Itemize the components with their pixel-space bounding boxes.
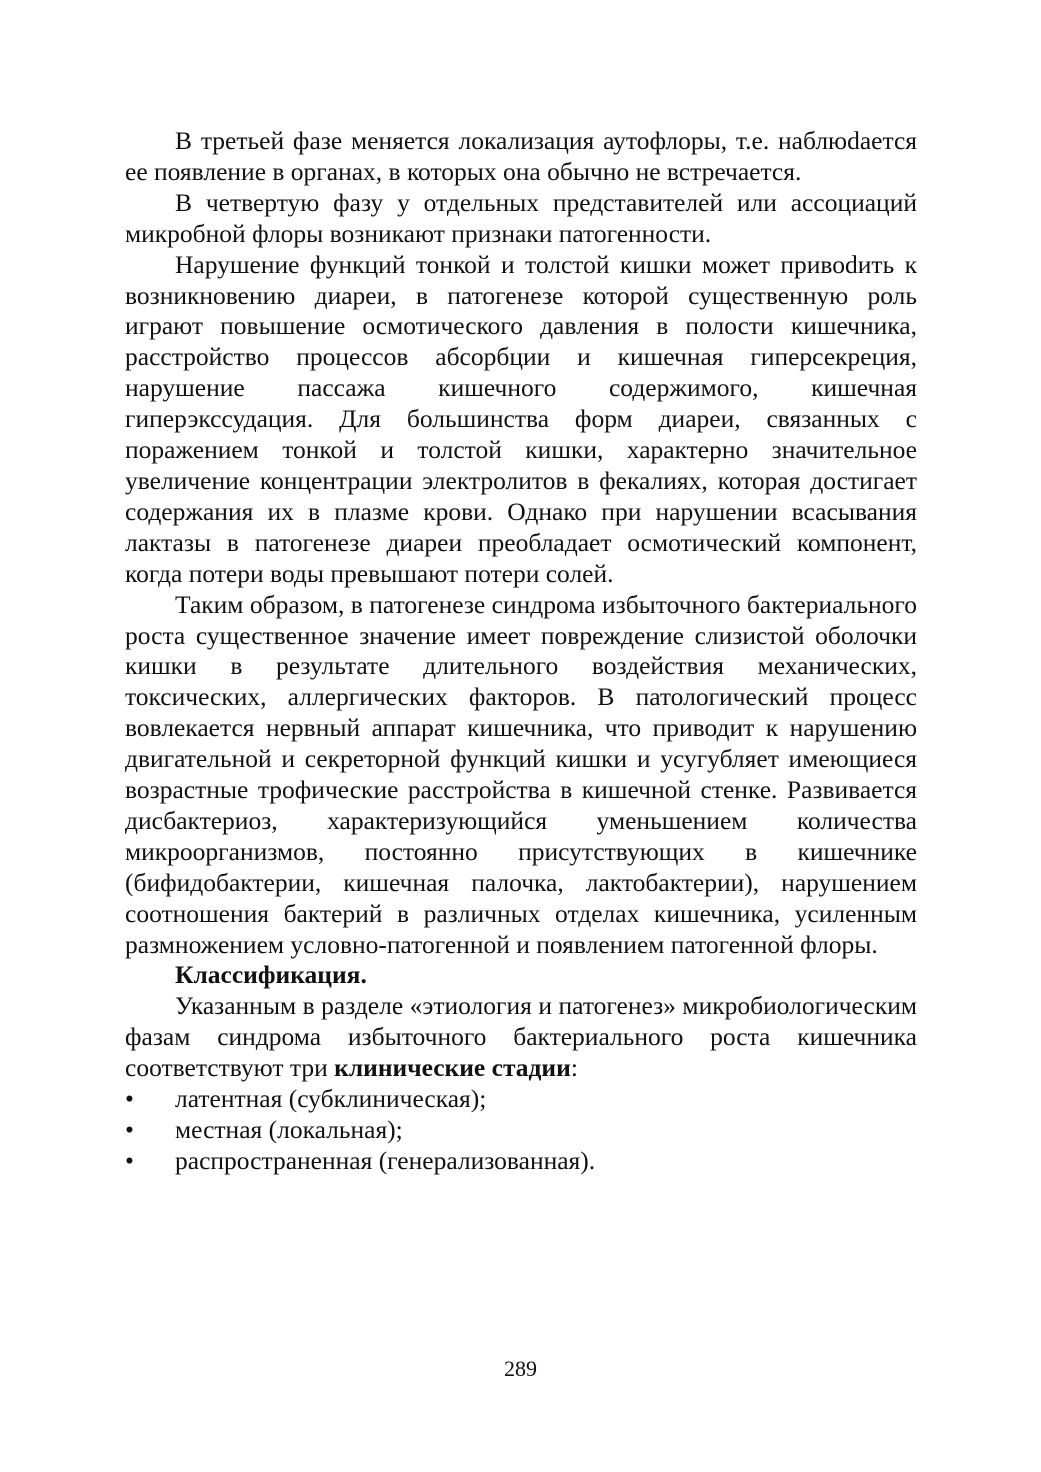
- page-body: [125, 126, 917, 1177]
- section-heading: Классификация.: [175, 960, 367, 990]
- list-item-text: распространенная (генерализованная).: [175, 1145, 596, 1175]
- list-item-text: латентная (субклиническая);: [175, 1084, 487, 1114]
- paragraph-fourth-phase: В четвертую фазу у отдельных представителей или ассоциаций микробной флоры возникают признаки патогенности.: [125, 187, 917, 248]
- paragraph-diarrhea: Нарушение функций тонкой и толстой кишки может привоdить к возникновению диареи, в патогенезе которой существенную роль играют повышение осмотического давления в полости кишечника, расстройство процессов абсорбции и кишечная гиперсекреция, нарушение пассажа кишечного содержимого, кишечная гиперэкссудация. Для большинства форм диареи, связанных с поражением тонкой и толстой кишки, характерно значительное увеличение концентрации электролитов в фекалиях, которая достигает содержания их в плазме крови. Однако при нарушении всасывания лактазы в патогенезе диареи преобладает осмотический компонент, когда потери воды превышают потери солей.: [125, 249, 917, 588]
- stages-list: [125, 1084, 917, 1177]
- paragraph-third-phase: В третьей фазе меняется локализация аутофлоры, т.е. наблюdается ее появление в органах, в которых она обычно не встречается.: [125, 126, 917, 186]
- paragraph-pathogenesis: Таким образом, в патогенезе синдрома избыточного бактериального роста существенное значение имеет повреждение слизистой оболочки кишки в результате длительного воздействия механических, токсических, аллергических факторов. В патологический процесс вовлекается нервный аппарат кишечника, что приводит к нарушению двигательной и секреторной функций кишки и усугубляет имеющиеся возрастные трофические расстройства в кишечной стенке. Развивается дисбактериоз, характеризующийся уменьшением количества микроорганизмов, постоянно присутствующих в кишечнике (бифидобактерии, кишечная палочка, лактобактерии), нарушением соотношения бактерий в различных отделах кишечника, усиленным размножением условно-патогенной и появлением патогенной флоры.: [125, 589, 917, 959]
- list-item: [125, 1084, 917, 1115]
- bullet-icon: •: [125, 1145, 134, 1175]
- list-item-text: местная (локальная);: [175, 1115, 403, 1144]
- list-item: [125, 1115, 917, 1146]
- bullet-icon: •: [125, 1084, 134, 1114]
- classification-text-after: :: [570, 1053, 578, 1083]
- bullet-icon: •: [125, 1115, 134, 1144]
- list-item: [125, 1146, 917, 1177]
- classification-text-bold: клинические стадии: [334, 1053, 571, 1083]
- page-number: 289: [504, 1356, 537, 1381]
- classification-text-before: Указанным в разделе «этиология и патогенез» микробиологическим фазам синдрома избыточного бактериального роста кишечника соответствуют три: [125, 991, 917, 1083]
- paragraph-classification: [125, 991, 917, 1084]
